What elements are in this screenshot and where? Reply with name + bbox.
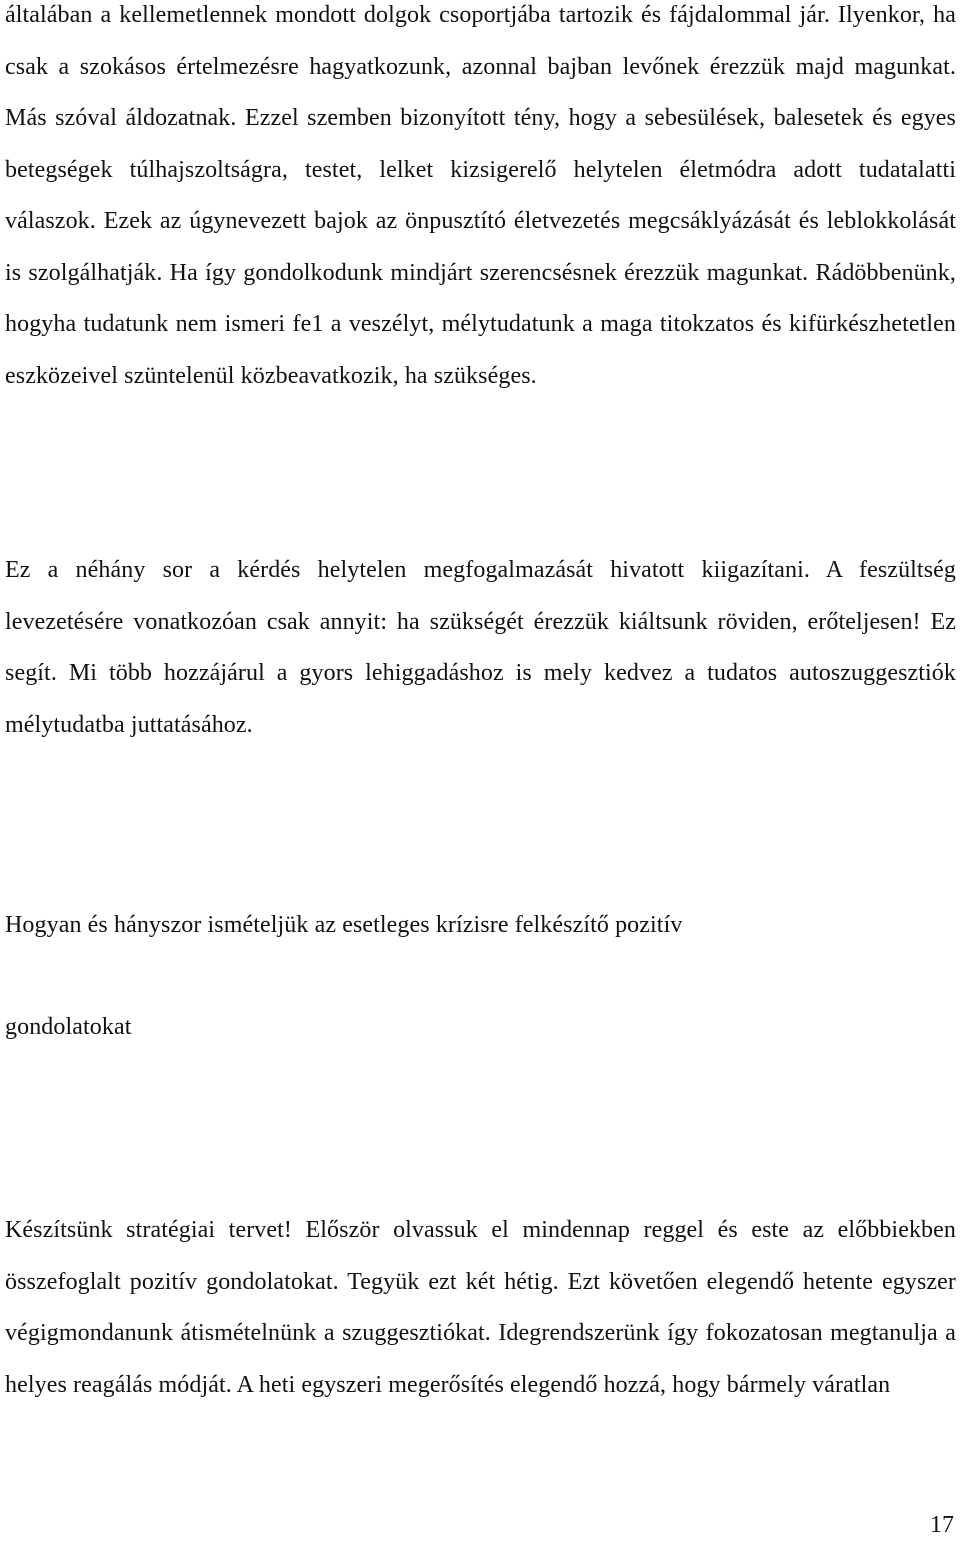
- body-paragraph: Készítsünk stratégiai tervet! Először olvassuk el mindennap reggel és este az előbbiekben összefoglalt pozitív gondolatokat. Tegyük ezt két hétig. Ezt követően elegendő hetente egyszer végigmondanunk átismételnünk a szuggesztiókat. Idegrendszerünk így fokozatosan megtanulja a helyes reagálás módját. A heti egyszeri megerősítés elegendő hozzá, hogy bármely váratlan: [5, 1217, 956, 1398]
- body-paragraph: Ez a néhány sor a kérdés helytelen megfogalmazását hivatott kiigazítani. A feszültség levezetésére vonatkozóan csak annyit: ha szükségét érezzük kiáltsunk röviden, erőteljesen! Ez segít. Mi több hozzájárul a gyors lehiggadáshoz is mely kedvez a tudatos autoszuggesztiók mélytudatba juttatásához.: [5, 557, 956, 738]
- body-paragraph: általában a kellemetlennek mondott dolgok csoportjába tartozik és fájdalommal jár. Ilyenkor, ha csak a szokásos értelmezésre hagyatkozunk, azonnal bajban levőnek érezzük majd magunkat. Más szóval áldozatnak. Ezzel szemben bizonyított tény, hogy a sebesülések, balesetek és egyes betegségek túlhajszoltságra, testet, lelket kizsigerelő helytelen életmódra adott tudatalatti válaszok. Ezek az úgynevezett bajok az önpusztító életvezetés megcsáklyázását és leblokkolását is szolgálhatják. Ha így gondolkodunk mindjárt szerencsésnek érezzük magunkat. Rádöbbenünk, hogyha tudatunk nem ismeri fe1 a veszélyt, mélytudatunk a maga titokzatos és kifürkészhetetlen eszközeivel szüntelenül közbeavatkozik, ha szükséges.: [5, 2, 956, 389]
- section-heading: Hogyan és hányszor ismételjük az esetleges krízisre felkészítő pozitív: [5, 912, 683, 938]
- page-number: 17: [930, 1512, 954, 1538]
- section-heading-continued: gondolatokat: [5, 1014, 132, 1040]
